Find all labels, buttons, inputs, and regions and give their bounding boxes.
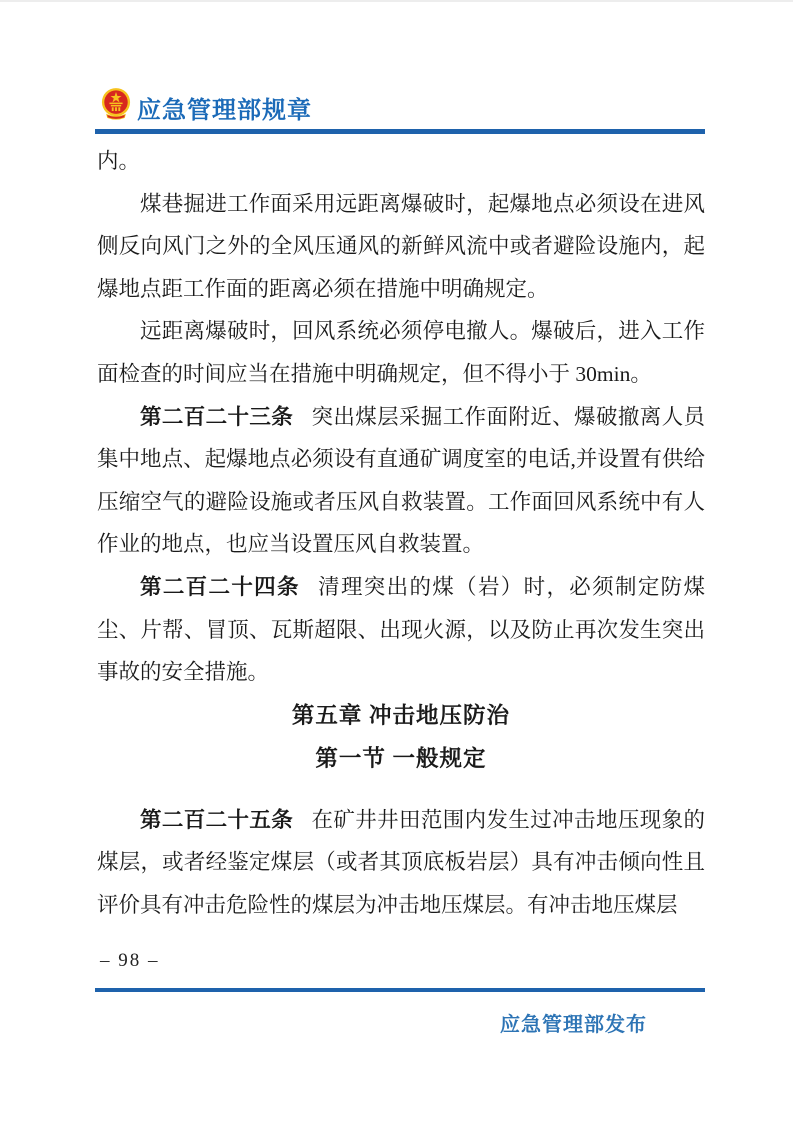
paragraph-text: 在矿井井田范围内发生过冲击地压现象的煤层，或者经鉴定煤层（或者其顶底板岩层）具有冲击倾向性且评价具有冲击危险性的煤层为冲击地压煤层。有冲击地压煤层 [97, 807, 705, 917]
china-national-emblem-icon [101, 87, 131, 121]
header-rule [95, 129, 705, 134]
chapter-heading: 第五章 冲击地压防治 [291, 702, 511, 728]
document-header-title: 应急管理部规章 [137, 97, 312, 124]
paragraph [97, 310, 705, 395]
section-heading: 第一节 一般规定 [315, 745, 487, 771]
document-body [97, 140, 705, 927]
article-number: 第二百二十五条 [140, 807, 294, 832]
paragraph-text: 突出煤层采掘工作面附近、爆破撤离人员集中地点、起爆地点必须设有直通矿调度室的电话,并设置有供给压缩空气的避险设施或者压风自救装置。工作面回风系统中有人作业的地点，也应当设置压风自救装置。 [97, 404, 705, 557]
paragraph-continuation [97, 140, 705, 183]
paragraph [97, 183, 705, 311]
page-number: – 98 – [100, 950, 160, 971]
paragraph-text: 煤巷掘进工作面采用远距离爆破时，起爆地点必须设在进风侧反向风门之外的全风压通风的新鲜风流中或者避险设施内，起爆地点距工作面的距离必须在措施中明确规定。 [97, 191, 705, 301]
paragraph-text: 远距离爆破时，回风系统必须停电撤人。爆破后，进入工作面检查的时间应当在措施中明确规定，但不得小于 30min。 [97, 319, 705, 386]
paragraph-text: 清理突出的煤（岩）时，必须制定防煤尘、片帮、冒顶、瓦斯超限、出现火源，以及防止再次发生突出事故的安全措施。 [97, 574, 705, 685]
paragraph-article-223 [97, 396, 705, 566]
paragraph-article-224 [97, 566, 705, 694]
paragraph-article-225 [97, 799, 705, 927]
article-number: 第二百二十三条 [140, 404, 294, 429]
footer-rule [95, 988, 705, 992]
article-number: 第二百二十四条 [140, 574, 300, 599]
paragraph-text: 内。 [97, 149, 141, 173]
footer-publisher: 应急管理部发布 [500, 1014, 647, 1036]
